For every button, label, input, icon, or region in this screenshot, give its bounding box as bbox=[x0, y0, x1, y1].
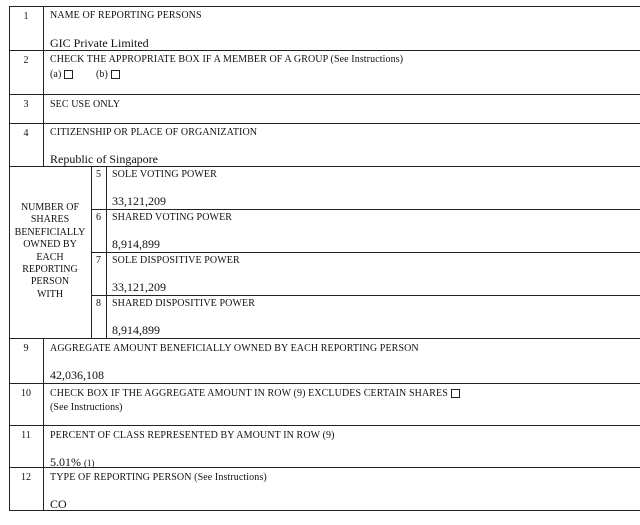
row-3 bbox=[9, 94, 640, 123]
group-option-a[interactable] bbox=[50, 69, 73, 80]
group-option-b[interactable] bbox=[96, 69, 120, 80]
row-label: CHECK THE APPROPRIATE BOX IF A MEMBER OF A GROUP (See Instructions) bbox=[50, 54, 404, 65]
row-label: AGGREGATE AMOUNT BENEFICIALLY OWNED BY EACH REPORTING PERSON bbox=[50, 343, 419, 354]
row-4 bbox=[9, 123, 640, 166]
row-value: Republic of Singapore bbox=[50, 152, 158, 166]
row-8-value: 8,914,899 bbox=[112, 323, 160, 337]
shares-label-divider bbox=[91, 166, 92, 338]
checkbox-a[interactable] bbox=[64, 70, 73, 79]
row-number: 3 bbox=[23, 99, 29, 110]
row-number: 9 bbox=[23, 343, 29, 354]
row-value: CO bbox=[50, 497, 67, 511]
row-5-value: 33,121,209 bbox=[112, 194, 166, 208]
number-column-divider bbox=[43, 6, 44, 166]
row-7-number: 7 bbox=[96, 255, 102, 266]
row-number: 11 bbox=[21, 430, 31, 441]
row-value: 42,036,108 bbox=[50, 368, 104, 382]
row-11 bbox=[9, 425, 640, 467]
row-1 bbox=[9, 6, 640, 50]
divider bbox=[91, 209, 640, 210]
checkbox-b[interactable] bbox=[111, 70, 120, 79]
exclude-shares-checkbox[interactable] bbox=[451, 389, 460, 398]
row-value: GIC Private Limited bbox=[50, 36, 149, 50]
row-6-value: 8,914,899 bbox=[112, 237, 160, 251]
row-label: CHECK BOX IF THE AGGREGATE AMOUNT IN ROW (9) EXCLUDES CERTAIN SHARES bbox=[50, 388, 460, 399]
row-7-value: 33,121,209 bbox=[112, 280, 166, 294]
row-12 bbox=[9, 467, 640, 511]
row-number: 2 bbox=[23, 55, 29, 66]
row-9 bbox=[9, 338, 640, 383]
sub-number-divider bbox=[106, 166, 107, 338]
row-label: CITIZENSHIP OR PLACE OF ORGANIZATION bbox=[50, 127, 258, 138]
divider bbox=[91, 252, 640, 253]
row-10 bbox=[9, 383, 640, 425]
row-number: 1 bbox=[23, 11, 29, 22]
option-b-label: (b) bbox=[96, 69, 108, 80]
row-label: SEC USE ONLY bbox=[50, 99, 121, 110]
form-table bbox=[9, 6, 640, 511]
number-column-divider bbox=[43, 338, 44, 511]
left-border bbox=[9, 6, 10, 511]
divider bbox=[91, 295, 640, 296]
row-number: 12 bbox=[21, 472, 31, 483]
option-a-label: (a) bbox=[50, 69, 62, 80]
row-5-number: 5 bbox=[96, 169, 102, 180]
row-8-label: SHARED DISPOSITIVE POWER bbox=[112, 298, 255, 309]
row-label: PERCENT OF CLASS REPRESENTED BY AMOUNT IN ROW (9) bbox=[50, 430, 335, 441]
row-label: NAME OF REPORTING PERSONS bbox=[50, 10, 202, 21]
row-2 bbox=[9, 50, 640, 94]
shares-block-label: NUMBER OF SHARES BENEFICIALLY OWNED BY EACH REPORTING PERSON WITH bbox=[14, 202, 86, 300]
row-label: TYPE OF REPORTING PERSON (See Instructions) bbox=[50, 472, 267, 483]
row-7-label: SOLE DISPOSITIVE POWER bbox=[112, 255, 240, 266]
row-value: 5.01% (1) bbox=[50, 455, 95, 469]
row-6-label: SHARED VOTING POWER bbox=[112, 212, 233, 223]
row-number: 10 bbox=[21, 388, 31, 399]
footnote-ref: (1) bbox=[84, 458, 95, 468]
row-5-label: SOLE VOTING POWER bbox=[112, 169, 217, 180]
row-number: 4 bbox=[23, 128, 29, 139]
row-8-number: 8 bbox=[96, 298, 102, 309]
row-6-number: 6 bbox=[96, 212, 102, 223]
row-sublabel: (See Instructions) bbox=[50, 402, 123, 413]
